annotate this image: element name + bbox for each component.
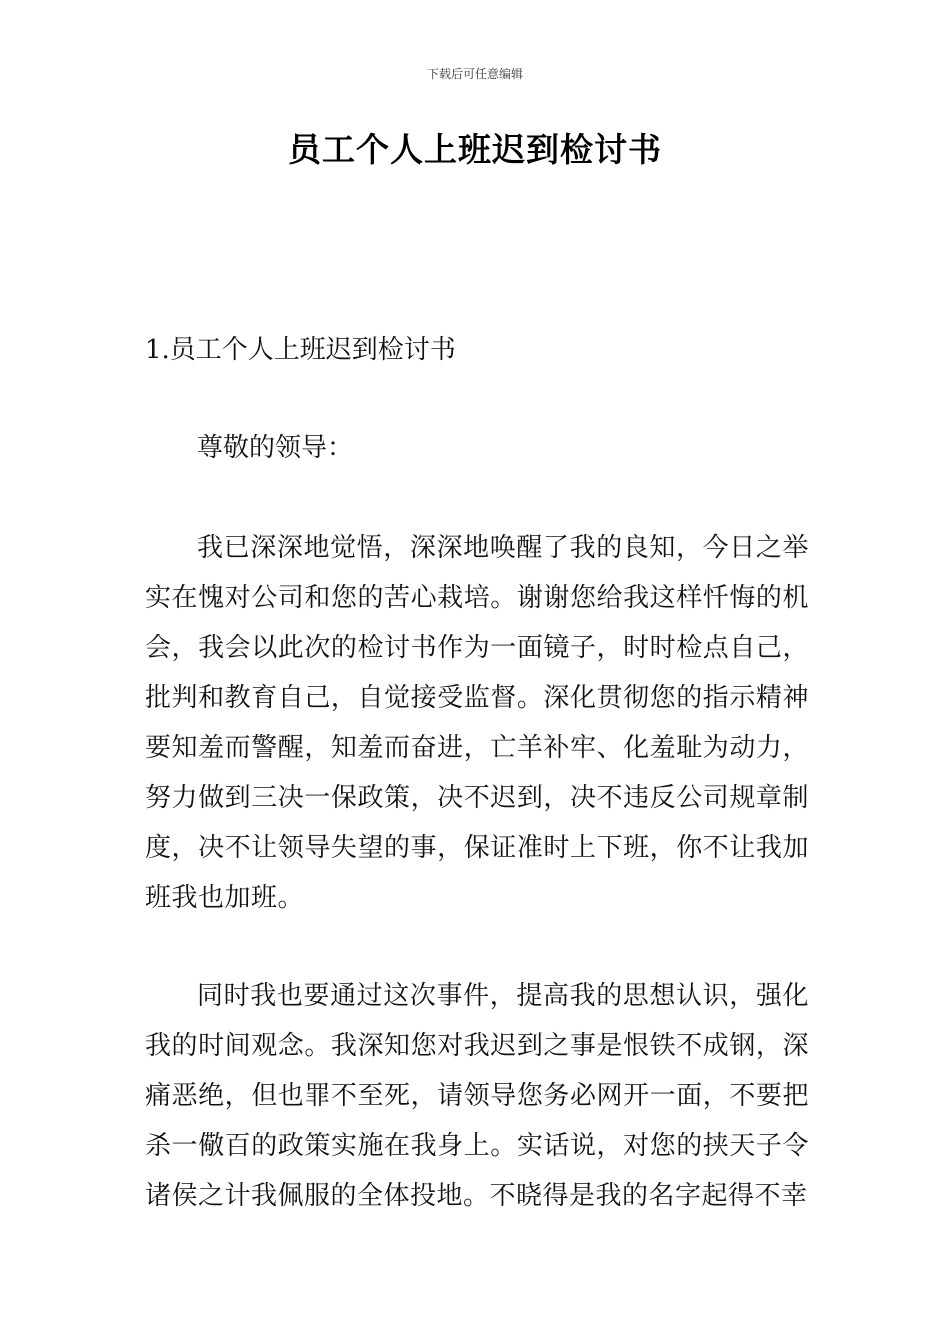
- body-paragraph-2: 同时我也要通过这次事件，提高我的思想认识，强化我的时间观念。我深知您对我迟到之事是恨铁不成钢，深痛恶绝，但也罪不至死，请领导您务必网开一面，不要把杀一儆百的政策实施在我身上。实话说，对您的挟天子令诸侯之计我佩服的全体投地。不晓得是我的名字起得不幸: [145, 981, 809, 1211]
- header-note: 下载后可任意编辑: [426, 67, 523, 81]
- body-paragraph-1: 我已深深地觉悟，深深地唤醒了我的良知，今日之举实在愧对公司和您的苦心栽培。谢谢您给我这样忏悔的机会，我会以此次的检讨书作为一面镜子，时时检点自己，批判和教育自己，自觉接受监督。深化贯彻您的指示精神要知羞而警醒，知羞而奋进，亡羊补牢、化羞耻为动力，努力做到三决一保政策，决不迟到，决不违反公司规章制度，决不让领导失望的事，保证准时上下班，你不让我加班我也加班。: [145, 533, 809, 913]
- salutation: 尊敬的领导：: [197, 433, 354, 463]
- document-title: 员工个人上班迟到检讨书: [288, 130, 662, 169]
- section-heading: 1.员工个人上班迟到检讨书: [145, 335, 456, 365]
